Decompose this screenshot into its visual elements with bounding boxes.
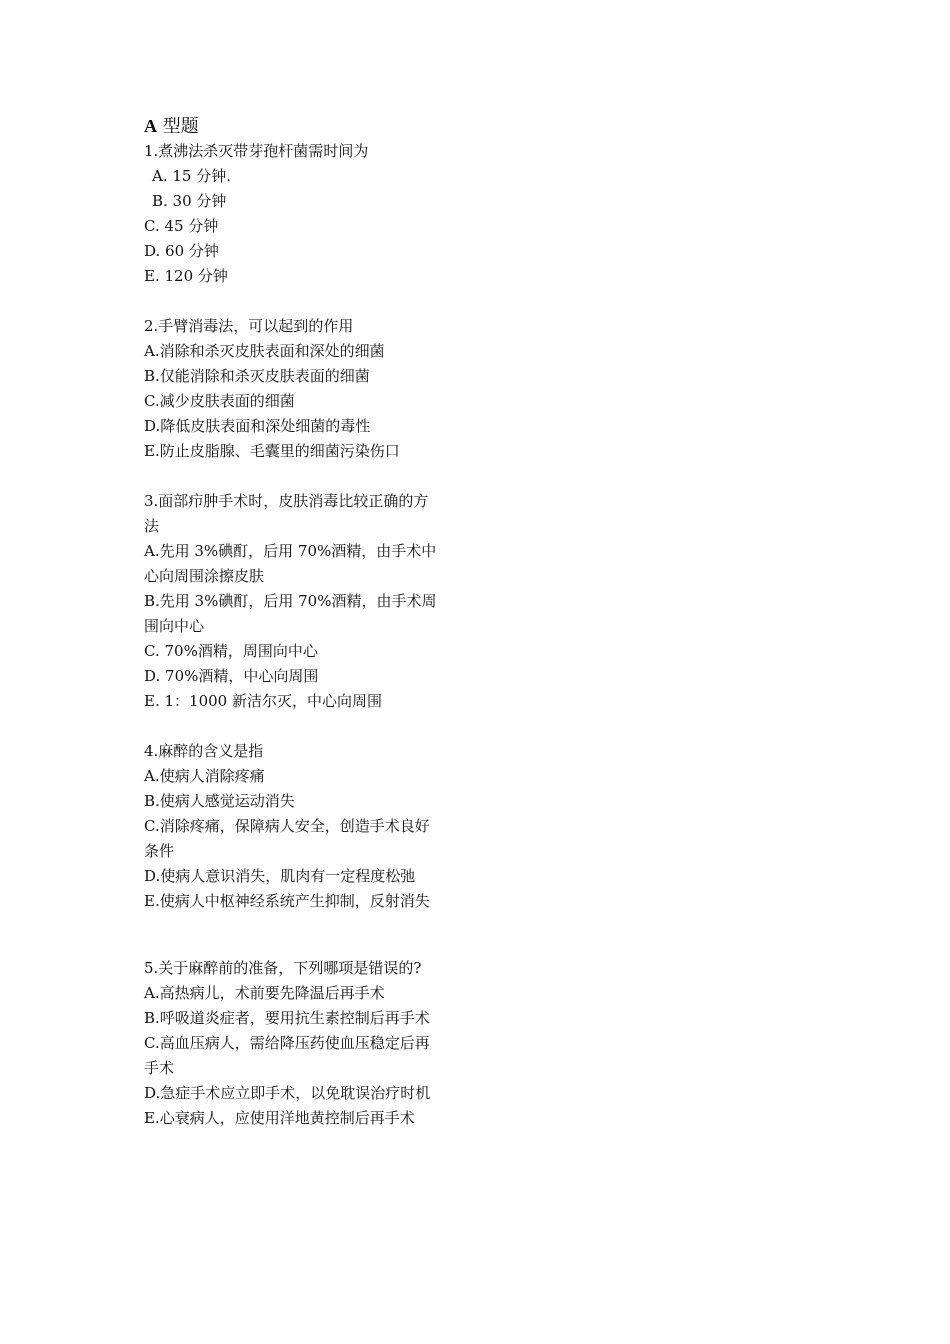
question-3-stem-cont: 法 — [144, 517, 160, 535]
heading-text: 型题 — [157, 116, 199, 137]
question-3-option-a: A.先用 3%碘酊，后用 70%酒精，由手术中 — [144, 542, 437, 560]
question-3-option-e: E. 1：1000 新洁尔灭，中心向周围 — [144, 692, 382, 710]
question-5-option-a: A.高热病儿，术前要先降温后再手术 — [144, 984, 385, 1002]
question-2-stem: 2.手臂消毒法，可以起到的作用 — [144, 317, 354, 335]
question-2-option-c: C.减少皮肤表面的细菌 — [144, 392, 295, 410]
question-2-option-d: D.降低皮肤表面和深处细菌的毒性 — [144, 417, 371, 435]
spacer — [144, 464, 474, 489]
question-3-option-d: D. 70%酒精，中心向周围 — [144, 667, 319, 685]
question-2-option-a: A.消除和杀灭皮肤表面和深处的细菌 — [144, 342, 385, 360]
question-3-option-b: B.先用 3%碘酊，后用 70%酒精，由手术周 — [144, 592, 437, 610]
question-1-option-e: E. 120 分钟 — [144, 267, 228, 285]
question-5-option-b: B.呼吸道炎症者，要用抗生素控制后再手术 — [144, 1009, 430, 1027]
spacer — [144, 914, 474, 956]
question-3-option-b-cont: 围向中心 — [144, 617, 205, 635]
question-3-option-c: C. 70%酒精，周围向中心 — [144, 642, 318, 660]
question-5-option-c-cont: 手术 — [144, 1059, 175, 1077]
spacer — [144, 289, 474, 314]
question-2-option-e: E.防止皮脂腺、毛囊里的细菌污染伤口 — [144, 442, 400, 460]
question-5-option-e: E.心衰病人，应使用洋地黄控制后再手术 — [144, 1109, 415, 1127]
question-4-stem: 4.麻醉的含义是指 — [144, 742, 264, 760]
section-heading — [144, 114, 474, 139]
question-4-option-b: B.使病人感觉运动消失 — [144, 792, 295, 810]
question-5-option-d: D.急症手术应立即手术，以免耽误治疗时机 — [144, 1084, 431, 1102]
question-1-option-a: A. 15 分钟. — [152, 167, 231, 185]
question-1-option-b: B. 30 分钟 — [152, 192, 227, 210]
question-3-stem: 3.面部疖肿手术时，皮肤消毒比较正确的方 — [144, 492, 429, 510]
question-4-option-a: A.使病人消除疼痛 — [144, 767, 265, 785]
question-1-option-c: C. 45 分钟 — [144, 217, 219, 235]
document-page — [144, 114, 474, 1131]
question-1-stem: 1.煮沸法杀灭带芽孢杆菌需时间为 — [144, 142, 369, 160]
heading-letter: A — [144, 116, 157, 136]
question-4-option-d: D.使病人意识消失，肌肉有一定程度松弛 — [144, 867, 416, 885]
question-4-option-c-cont: 条件 — [144, 842, 175, 860]
question-3-option-a-cont: 心向周围涂擦皮肤 — [144, 567, 265, 585]
question-2-option-b: B.仅能消除和杀灭皮肤表面的细菌 — [144, 367, 370, 385]
question-1-option-d: D. 60 分钟 — [144, 242, 219, 260]
question-5-stem: 5.关于麻醉前的准备，下列哪项是错误的? — [144, 959, 422, 977]
question-4-option-e: E.使病人中枢神经系统产生抑制，反射消失 — [144, 892, 430, 910]
question-4-option-c: C.消除疼痛，保障病人安全，创造手术良好 — [144, 817, 430, 835]
question-5-option-c: C.高血压病人，需给降压药使血压稳定后再 — [144, 1034, 430, 1052]
spacer — [144, 714, 474, 739]
